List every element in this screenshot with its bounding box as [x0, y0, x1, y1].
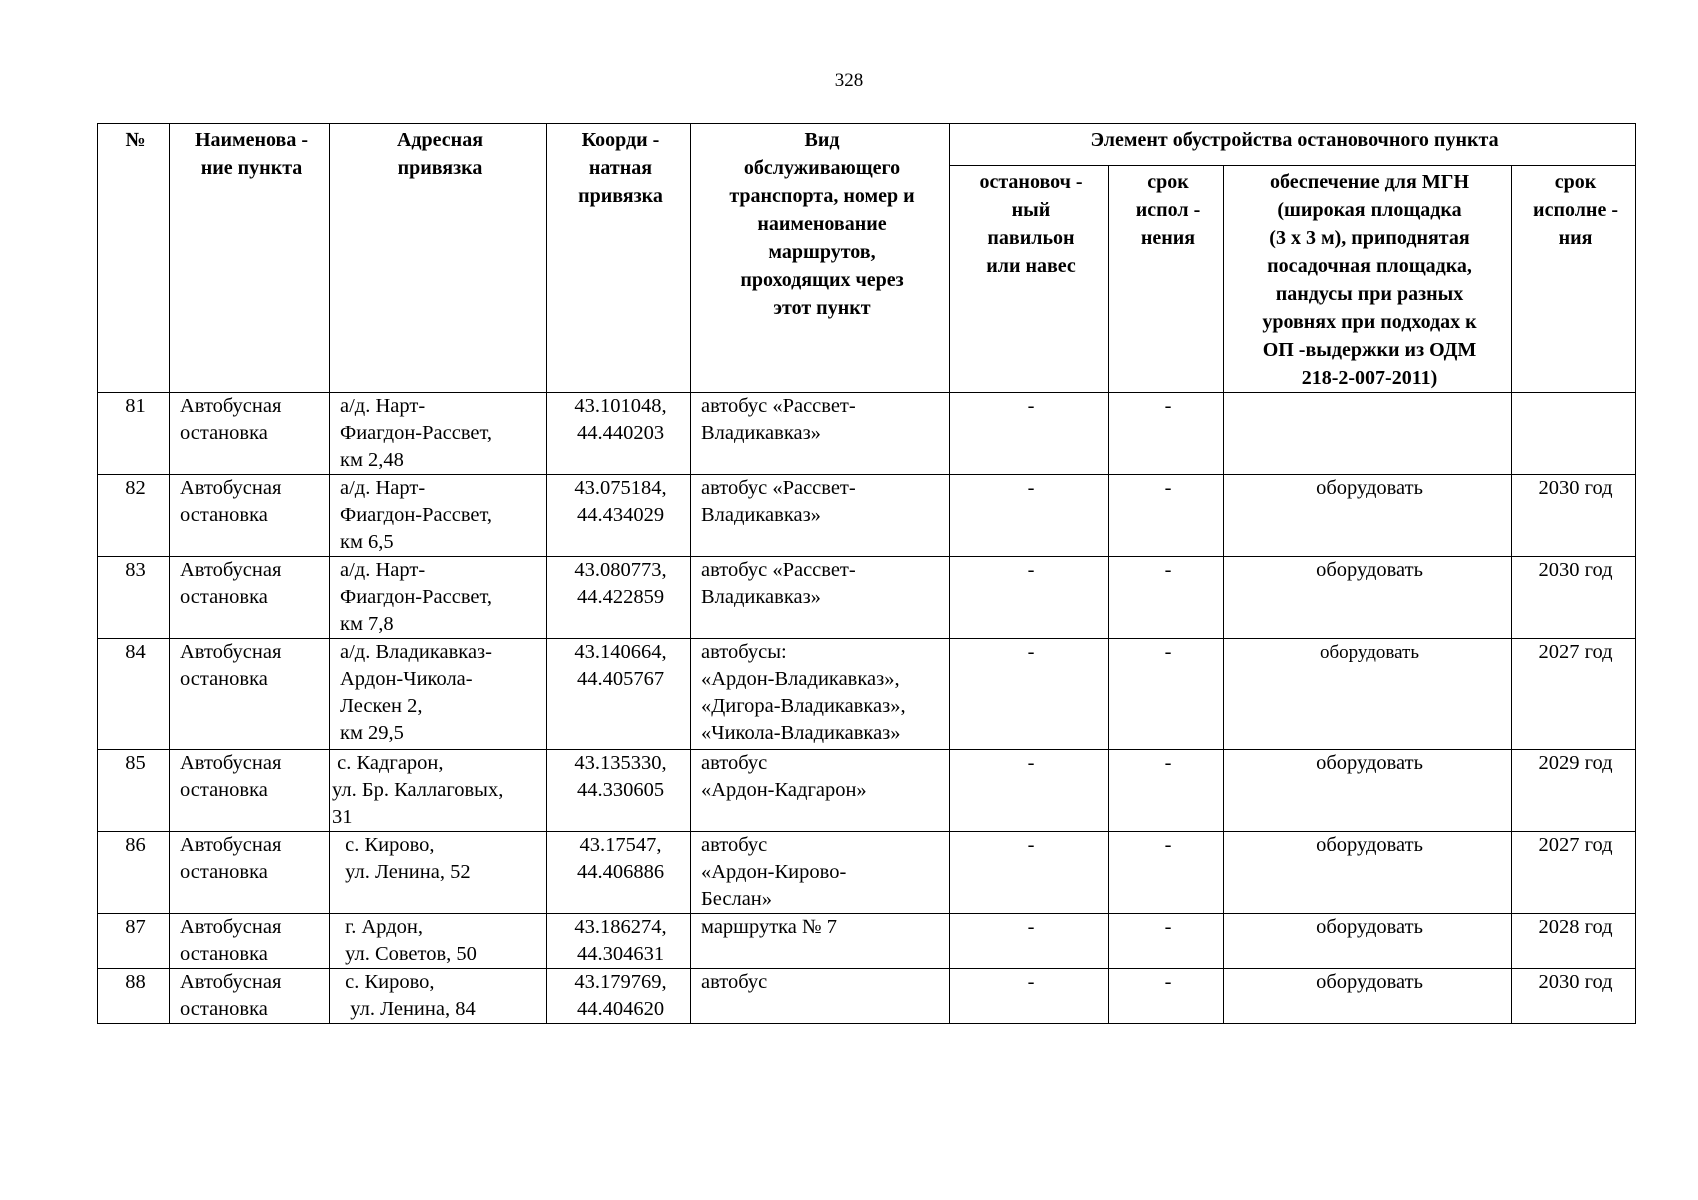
cell-pavilion: -	[950, 832, 1109, 914]
cell-name: Автобусная остановка	[170, 750, 330, 832]
table-row	[98, 914, 1636, 969]
cell-term-2: 2027 год	[1512, 639, 1636, 750]
cell-name: Автобусная остановка	[170, 914, 330, 969]
cell-term-2: 2029 год	[1512, 750, 1636, 832]
cell-mgn: оборудовать	[1224, 914, 1512, 969]
cell-address: а/д. Нарт- Фиагдон-Рассвет, км 6,5	[330, 475, 547, 557]
table-row	[98, 750, 1636, 832]
cell-term-1: -	[1109, 914, 1224, 969]
cell-number: 88	[98, 969, 170, 1024]
cell-address: а/д. Владикавказ- Ардон-Чикола- Лескен 2, км 29,5	[330, 639, 547, 750]
cell-number: 87	[98, 914, 170, 969]
cell-mgn: оборудовать	[1224, 832, 1512, 914]
cell-name: Автобусная остановка	[170, 393, 330, 475]
cell-mgn: оборудовать	[1224, 969, 1512, 1024]
cell-number: 85	[98, 750, 170, 832]
bus-stops-table	[97, 123, 1636, 1024]
cell-number: 86	[98, 832, 170, 914]
header-term-1: срок испол - нения	[1109, 166, 1224, 393]
cell-number: 82	[98, 475, 170, 557]
cell-pavilion: -	[950, 969, 1109, 1024]
cell-name: Автобусная остановка	[170, 969, 330, 1024]
header-term-2: срок исполне - ния	[1512, 166, 1636, 393]
table-row	[98, 832, 1636, 914]
cell-transport: автобус «Ардон-Кирово- Беслан»	[691, 832, 950, 914]
cell-coords: 43.186274, 44.304631	[547, 914, 691, 969]
table-row	[98, 475, 1636, 557]
cell-name: Автобусная остановка	[170, 475, 330, 557]
cell-term-1: -	[1109, 557, 1224, 639]
cell-name: Автобусная остановка	[170, 639, 330, 750]
cell-transport: автобус «Рассвет- Владикавказ»	[691, 557, 950, 639]
header-coords: Коорди - натная привязка	[547, 124, 691, 393]
cell-transport: маршрутка № 7	[691, 914, 950, 969]
cell-mgn: оборудовать	[1224, 557, 1512, 639]
header-element-group: Элемент обустройства остановочного пункта	[950, 124, 1636, 166]
table-row	[98, 393, 1636, 475]
header-transport: Вид обслуживающего транспорта, номер и наименование маршрутов, проходящих через этот пункт	[691, 124, 950, 393]
cell-transport: автобусы: «Ардон-Владикавказ», «Дигора-Владикавказ», «Чикола-Владикавказ»	[691, 639, 950, 750]
cell-name: Автобусная остановка	[170, 557, 330, 639]
cell-number: 81	[98, 393, 170, 475]
cell-pavilion: -	[950, 557, 1109, 639]
table-row	[98, 557, 1636, 639]
cell-transport: автобус	[691, 969, 950, 1024]
cell-transport: автобус «Рассвет- Владикавказ»	[691, 393, 950, 475]
cell-address: г. Ардон, ул. Советов, 50	[330, 914, 547, 969]
header-name: Наименова - ние пункта	[170, 124, 330, 393]
cell-term-1: -	[1109, 969, 1224, 1024]
page-number: 328	[834, 70, 864, 91]
cell-term-2	[1512, 393, 1636, 475]
cell-address: а/д. Нарт- Фиагдон-Рассвет, км 2,48	[330, 393, 547, 475]
cell-term-2: 2030 год	[1512, 475, 1636, 557]
cell-term-1: -	[1109, 832, 1224, 914]
cell-term-1: -	[1109, 639, 1224, 750]
cell-term-2: 2030 год	[1512, 969, 1636, 1024]
cell-address: с. Кирово, ул. Ленина, 84	[330, 969, 547, 1024]
header-mgn: обеспечение для МГН (широкая площадка (3 х 3 м), приподнятая посадочная площадка, пандусы при разных уровнях при подходах к ОП -выдержки из ОДМ 218-2-007-2011)	[1224, 166, 1512, 393]
cell-pavilion: -	[950, 475, 1109, 557]
cell-pavilion: -	[950, 914, 1109, 969]
cell-term-1: -	[1109, 393, 1224, 475]
cell-mgn: оборудовать	[1224, 750, 1512, 832]
cell-term-2: 2030 год	[1512, 557, 1636, 639]
cell-address: с. Кадгарон, ул. Бр. Каллаговых, 31	[330, 750, 547, 832]
cell-mgn: оборудовать	[1224, 639, 1512, 750]
cell-coords: 43.17547, 44.406886	[547, 832, 691, 914]
cell-term-2: 2028 год	[1512, 914, 1636, 969]
cell-term-1: -	[1109, 750, 1224, 832]
header-address: Адресная привязка	[330, 124, 547, 393]
cell-pavilion: -	[950, 750, 1109, 832]
cell-coords: 43.080773, 44.422859	[547, 557, 691, 639]
cell-coords: 43.179769, 44.404620	[547, 969, 691, 1024]
cell-term-1: -	[1109, 475, 1224, 557]
header-pavilion: остановоч - ный павильон или навес	[950, 166, 1109, 393]
cell-number: 83	[98, 557, 170, 639]
header-number: №	[98, 124, 170, 393]
table-row	[98, 639, 1636, 750]
cell-coords: 43.135330, 44.330605	[547, 750, 691, 832]
table-row	[98, 969, 1636, 1024]
cell-coords: 43.101048, 44.440203	[547, 393, 691, 475]
cell-mgn: оборудовать	[1224, 475, 1512, 557]
cell-name: Автобусная остановка	[170, 832, 330, 914]
cell-coords: 43.140664, 44.405767	[547, 639, 691, 750]
cell-coords: 43.075184, 44.434029	[547, 475, 691, 557]
cell-address: а/д. Нарт- Фиагдон-Рассвет, км 7,8	[330, 557, 547, 639]
cell-address: с. Кирово, ул. Ленина, 52	[330, 832, 547, 914]
cell-pavilion: -	[950, 393, 1109, 475]
cell-term-2: 2027 год	[1512, 832, 1636, 914]
cell-transport: автобус «Рассвет- Владикавказ»	[691, 475, 950, 557]
cell-number: 84	[98, 639, 170, 750]
cell-pavilion: -	[950, 639, 1109, 750]
cell-mgn	[1224, 393, 1512, 475]
cell-transport: автобус «Ардон-Кадгарон»	[691, 750, 950, 832]
